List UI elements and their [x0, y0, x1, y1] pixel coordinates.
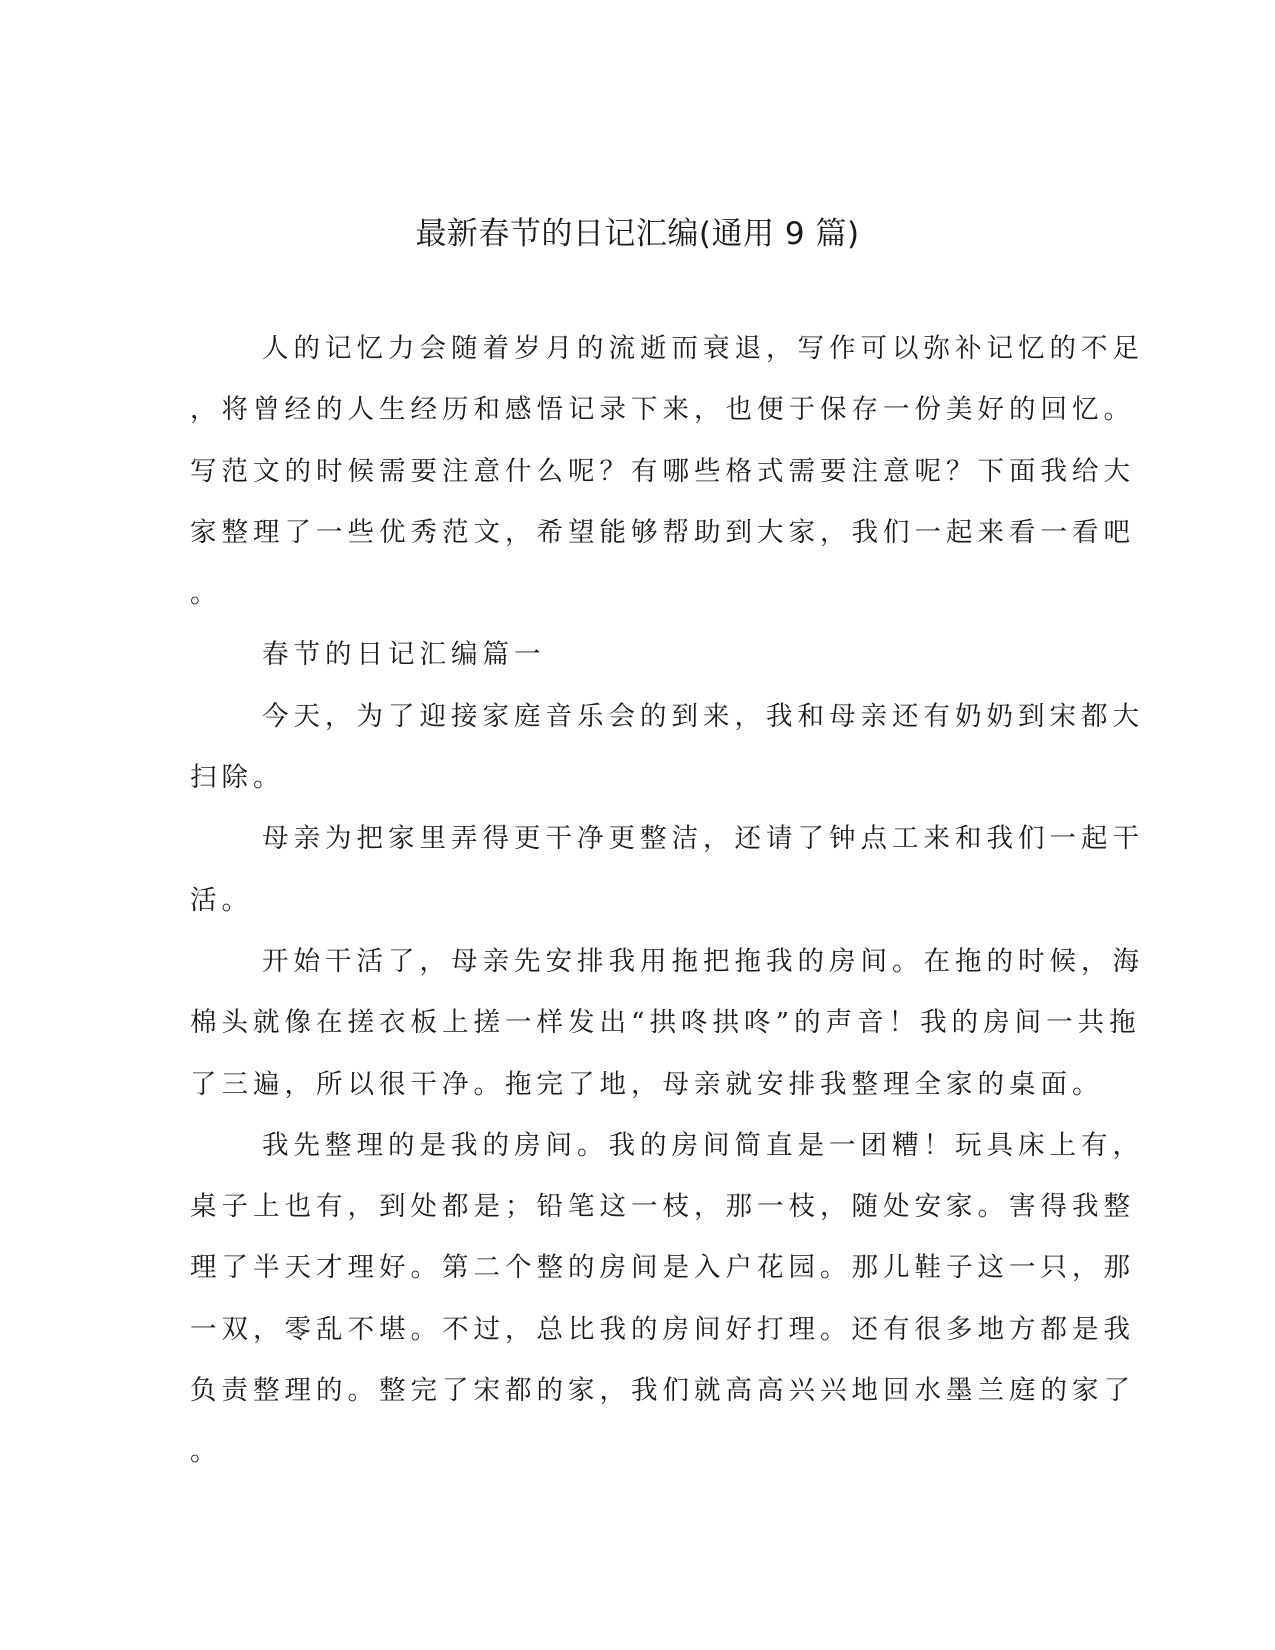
text-line: 负责整理的。整完了宋都的家，我们就高高兴兴地回水墨兰庭的家了: [190, 1375, 1135, 1407]
text-line: 我先整理的是我的房间。我的房间简直是一团糟！玩具床上有，: [262, 1129, 1144, 1161]
text-line: 人的记忆力会随着岁月的流逝而衰退，写作可以弥补记忆的不足: [262, 333, 1144, 364]
text-line: 扫除。: [190, 762, 285, 794]
document-title: 最新春节的日记汇编(通用 9 篇): [415, 216, 860, 252]
text-line: 家整理了一些优秀范文，希望能够帮助到大家，我们一起来看一看吧: [190, 516, 1135, 548]
document-body: [190, 327, 1144, 1492]
text-line: 写范文的时候需要注意什么呢？有哪些格式需要注意呢？下面我给大: [190, 455, 1135, 487]
text-line: 今天，为了迎接家庭音乐会的到来，我和母亲还有奶奶到宋都大: [262, 700, 1144, 732]
text-line: 一双，零乱不堪。不过，总比我的房间好打理。还有很多地方都是我: [190, 1313, 1135, 1345]
text-line: 了三遍，所以很干净。拖完了地，母亲就安排我整理全家的桌面。: [190, 1068, 1104, 1100]
text-line: 桌子上也有，到处都是；铅笔这一枝，那一枝，随处安家。害得我整: [190, 1191, 1135, 1223]
text-line: 活。: [190, 884, 253, 916]
text-line: ，将曾经的人生经历和感悟记录下来，也便于保存一份美好的回忆。: [190, 394, 1135, 426]
text-line: 棉头就像在搓衣板上搓一样发出“拱咚拱咚”的声音！我的房间一共拖: [190, 1007, 1141, 1039]
text-line: 。: [190, 1436, 222, 1468]
text-line: 理了半天才理好。第二个整的房间是入户花园。那儿鞋子这一只，那: [190, 1252, 1135, 1284]
text-line: 春节的日记汇编篇一: [262, 639, 546, 671]
text-line: 开始干活了，母亲先安排我用拖把拖我的房间。在拖的时候，海: [262, 945, 1144, 977]
text-line: 母亲为把家里弄得更干净更整洁，还请了钟点工来和我们一起干: [262, 823, 1144, 855]
text-line: 。: [190, 578, 222, 610]
